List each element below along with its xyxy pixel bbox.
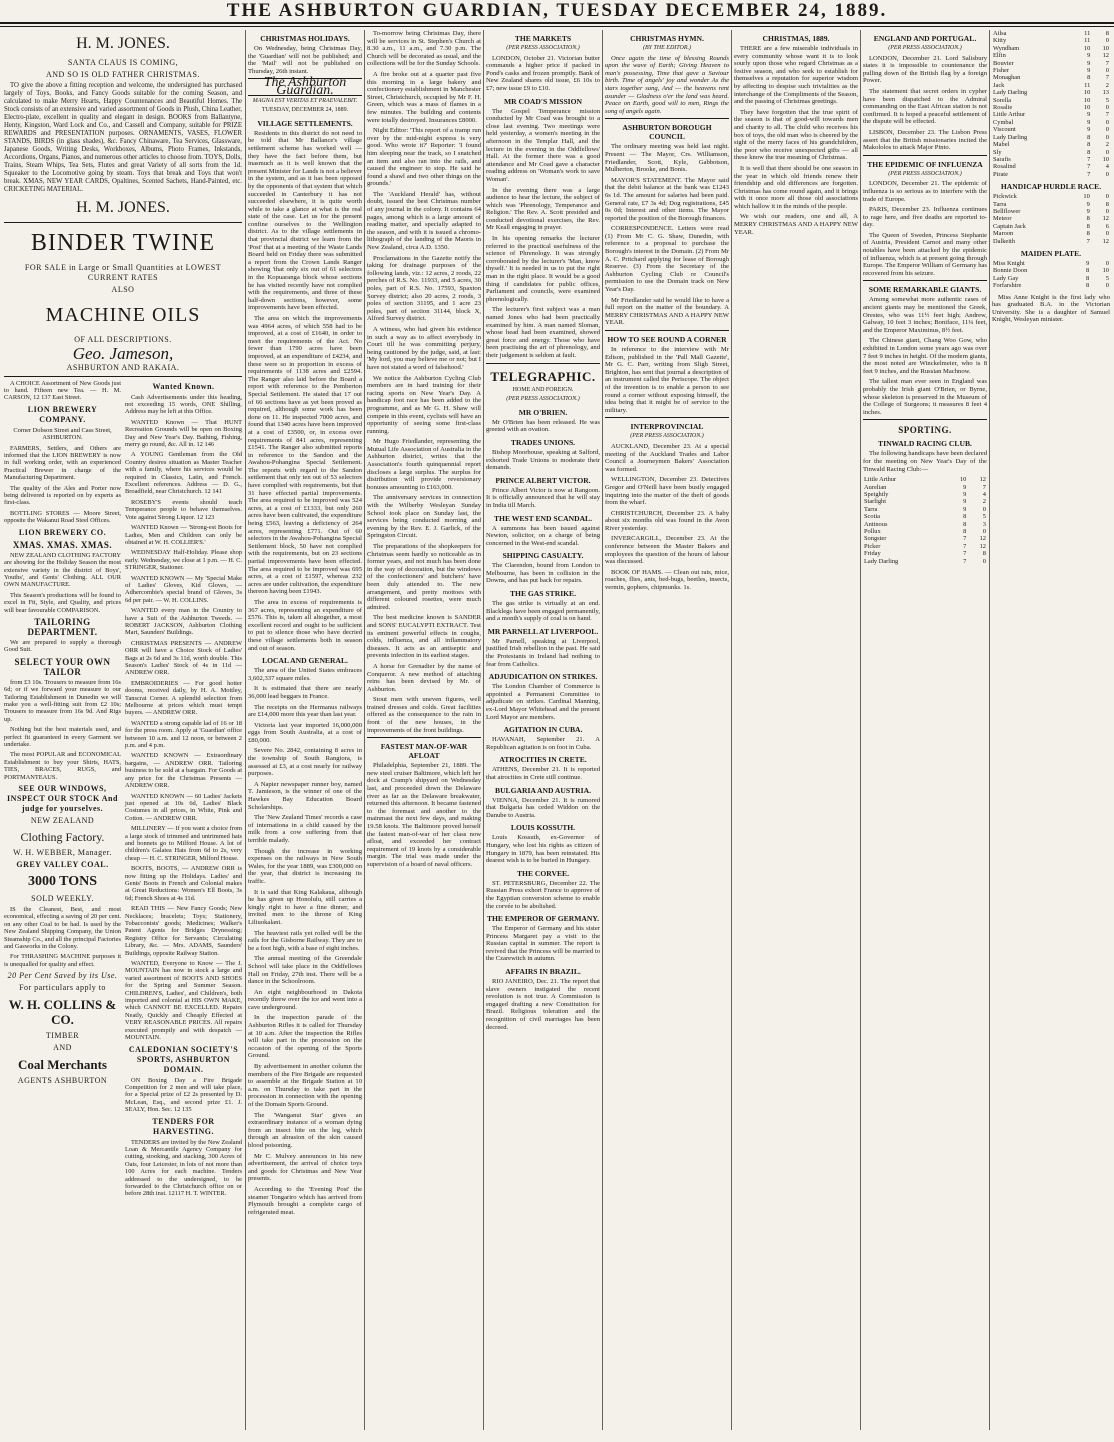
advert-line: For particulars apply to: [19, 983, 106, 993]
interprovincial-item: CHRISTCHURCH, December 23. A baby about six months old was found in the Avon River yesterday.: [605, 509, 729, 532]
wanted-advert: WANTED Known — 'Strong-est Boots for Ladies, Men and Children can only be obtained at W. H. COLLIER'S.': [125, 524, 242, 546]
telegram-body: ST. PETERSBURG, December 22. The Russian Press exhort France to approve of the Egyptian conversion scheme to enable the corvée to be abolished.: [486, 879, 600, 910]
news-item: A horse for Grenadier by the name of Conqueror. A new method of attaching reins has been devised by Mr. of Ashburton.: [367, 662, 481, 693]
local-item: The heaviest rails yet rolled will be the rails for the Gisborne Railway. They are to be a foot high, with a base of eight inches.: [248, 929, 362, 952]
advert: Corner Dobson Street and Cass Street, ASHBURTON.: [13, 426, 112, 442]
wanted-advert: WANTED KNOWN — My 'Special Make of Ladies' Gloves, Kid Gloves, — Adhercombie's special brand of Gloves, 3s 6d per pair. — W. H. COLLINS.: [125, 574, 242, 604]
interprovincial-item: AUCKLAND, December 23. At a special meeting of the Auckland Trades and Labor Council a Journeymen Bakers' Association was formed.: [605, 442, 729, 473]
news-column: [367, 30, 481, 1430]
wanted-advert: TENDERS are invited by the New Zealand Loan & Mercantile Agency Company for cutting, stooking, and stacking, 300 Acres of Oats, four Leicester, in lots of not more than 100 Acres for each machine. Tenders addressed to the undersigned, to be forwarded to the Christchurch office on or before 28th inst. 12117 H. T. WINTER.: [125, 1138, 242, 1198]
advert-heading: Coal Merchants: [18, 1057, 107, 1073]
sporting-column: [992, 30, 1110, 1430]
binder-twine-body: FOR SALE in Large or Small Quantities at LOWEST CURRENT RATES: [24, 263, 222, 282]
telegraphic-column: [486, 30, 600, 1430]
advert-heading: LION BREWERY CO.: [18, 527, 107, 537]
hurdle-table: [992, 193, 1110, 245]
holidays-heading: CHRISTMAS HOLIDAYS.: [260, 34, 350, 43]
telegram-heading: ADJUDICATION ON STRIKES.: [488, 672, 598, 682]
influenza-item: The Queen of Sweden, Princess Stephanie of Austria, President Carnot and many other notables have been attacked by the epidemic of influenza, which is at present going through Europe. The Emperor William of Germany has recovered from his seizure.: [863, 231, 987, 277]
wanted-advert: WEDNESDAY Half-Holiday. Please shop early. Wednesday, we close at 1 p.m. — H. C. STRINGER, Stationer.: [125, 549, 242, 572]
sporting-heading: SPORTING.: [898, 425, 952, 436]
table-row: Meteor 8 12: [993, 215, 1109, 223]
telegram-body: The London Chamber of Commerce is appointed a Permanent Committee to adjudicate on strikes. Cardinal Manning, ex-Lord Mayor Whitehead and the present Lord Mayor are members.: [486, 683, 600, 721]
editorial-column: [248, 30, 362, 1430]
wanted-advert: ON Boxing Day a Fire Brigade Competition for 2 men and will take place, for a Special prize of £2 2s presented by D. McLean, Esq., and second prize £1. J. SEALY, Hon. Sec. 12 135: [125, 1076, 242, 1114]
telegram-body: The Emperor of Germany and his sister Princess Margaret pay a visit to the Russian capital in summer. The report is revived that the Princess will be married to the Czarewitch in autumn.: [486, 925, 600, 963]
telegraphic-subheading: HOME AND FOREIGN.: [512, 386, 574, 393]
telegram-body: Louis Kossuth, ex-Governor of Hungary, who lost his rights as citizen of Hungary in 1879, has been reinstated. His dearest wish is to be buried in Hungary.: [486, 834, 600, 865]
paper-date: TUESDAY, DECEMBER 24, 1889.: [261, 107, 349, 114]
telegram-heading: THE EMPEROR OF GERMANY.: [486, 914, 600, 924]
advert: IS the Cleanest, Best, and most economical, effecting a saving of 20 per cent. on any other Coal to be had. Is used by the New Zealand Shipping Company, the Union Steamship Co., and all the principal Factories and Gasworks in the Colony.: [4, 906, 121, 951]
advert-signature: W. H. WEBBER, Manager.: [13, 848, 112, 858]
council-paragraph: MAYOR'S STATEMENT. The Mayor said that the debit balance at the bank was £1243 6s 1d. The amount for salaries had been paid. General rate, £7 3s 4d; Dog registrations, £45 0s 0d; Interest and other items. The Mayor reported the position of the Borough finances.: [605, 176, 729, 222]
footnote: Miss Anne Knight is the first lady who has graduated B.A. in the Victorian University. She is a daughter of Samuel Knight, Wesleyan minister.: [992, 293, 1110, 324]
wanted-advert: WANTED Known — That HUNT Recreation Grounds will be open on Boxing Day and New Year's Day. Bathing, Fishing, merry go round, &c. All in. 12 146: [125, 418, 242, 449]
jameson-place: ASHBURTON AND RAKAIA.: [66, 362, 180, 372]
table-row: Dalkeith 7 12: [993, 237, 1109, 245]
table-row: Lady Gay 8 5: [993, 274, 1109, 282]
table-row: Sarafis 7 10: [993, 155, 1109, 163]
christmas-paragraph: They have forgotten that the true spirit of the season is that of good-will towards men and charity to all. The child who receives his box of toys, the old man who is cheered by the sight of the merry faces of his grandchildren, the poor who receive unexpected gifts — all these know the true meaning of Christmas.: [734, 108, 858, 162]
advert-line: AND: [53, 1043, 72, 1053]
advert-heading: TAILORING DEPARTMENT.: [27, 616, 98, 637]
wanted-advert: CHRISTMAS PRESENTS — ANDREW ORR will have a Choice Stock of Ladies' Bags at 2s 6d and 3s 11d, worth double. This Season's Ladies' Stock of 4s in 11d — ANDREW ORR.: [125, 639, 242, 677]
telegram-heading: ATROCITIES IN CRETE.: [499, 755, 587, 765]
giants-paragraph: Among somewhat more authentic cases of ancient giants may be mentioned the Greek, Orestes, who was 11½ feet high; Andrew, Galway, 10 feet 3 inches; Boniface, 11¼ feet, and the Emperor Maximinus, 8½ feet.: [863, 296, 987, 334]
table-row: Starlight 9 2: [864, 498, 986, 506]
village-paragraph: The area in excess of requirements is 367 acres, representing an expenditure of £576. This is, taken all altogether, a most excellent record and ought to be sufficient to put to silence those who have decried these village settlements both in season and out of season.: [248, 598, 362, 652]
village-paragraph: Residents in this district do not need to be told that Mr Ballance's village settlement scheme has worked well — they have the fact before them, but inasmuch as it is well known that the present Minister for Lands is not a believer in the system, and as it has been opposed by the opponents of that system that which succeeded in Canterbury it has not succeeded elsewhere, it is quite worth while to take a glance at what is the real state of the case. Let us for the present confine ourselves to the Wellington district. As to the village settlements in that provincial district we learn from the 'Post' that at a meeting of the Waste Lands Board held on Friday there was submitted a report from the Crown Lands Ranger showing 'that only six out of 61 selectors in the Kopuaranga block whose sections he has visited recently have not complied with the requirements, and three of these half-down sections, however, some improvements have been effected.: [248, 129, 362, 312]
advert-heading: CALEDONIAN SOCIETY'S SPORTS, ASHBURTON DOMAIN.: [128, 1044, 239, 1074]
telegram-heading: PRINCE ALBERT VICTOR.: [495, 475, 591, 485]
maiden-table: [992, 260, 1110, 290]
telegram-heading: SHIPPING CASUALTY.: [502, 551, 584, 561]
news-item: Mr Hugo Friedlander, representing the Mutual Life Association of Australia in the Ashburton district, writes that the Association's fourth quinquennial report discloses a large surplus. The surplus for distribution will provide reversionary bonuses amounting to £163,000.: [367, 438, 481, 491]
telegram-heading: BULGARIA AND AUSTRIA.: [495, 785, 591, 795]
table-row: Bellflower 9 0: [993, 207, 1109, 215]
england-portugal-item: LONDON, December 21. Lord Salisbury states it is impossible to countenance the pulling down of the British flag by a foreign Power.: [863, 54, 987, 85]
local-item: By advertisement in another column the members of the Fire Brigade are requested to assemble at the Brigade Station at 10 a.m. on Thursday to take part in the procession in connection with the opening of the Domain Sports Ground.: [248, 1063, 362, 1108]
wanted-advert: EMBROIDERIES — For good hotter dooms, received daily, by H. A. Mottley, Tanscrat Corner. A splendid selection from Melbourne at prices which must tempt buyers. — ANDREW ORR.: [125, 679, 242, 717]
table-row: Pirate 7 0: [993, 170, 1109, 178]
telegram-heading: TRADES UNIONS.: [510, 437, 576, 447]
telegram-body: Mr Parnell, speaking at Liverpool, justified Irish rebellion in the past. He said the Protestants in Ireland had nothing to fear from Catholics.: [486, 637, 600, 668]
local-item: Though the increase in working expenses on the railways in New South Wales, for the year 1889, was £300,000 on the year, that district is increasing its traffic.: [248, 847, 362, 885]
advert: We are prepared to supply a thorough Good Suit.: [4, 638, 121, 654]
table-row: Captain Jack 8 6: [993, 222, 1109, 230]
coad-paragraph: In the evening there was a large audience to hear the lecture, the subject of which was 'Phrenology, Temperance and Religion.' The Rev. A. Scott presided and conducted devotional exercises, the Rev. Mr Keall engaging in prayer.: [486, 186, 600, 232]
machine-oils-title: MACHINE OILS: [45, 304, 201, 326]
table-row: Friday 7 8: [864, 550, 986, 558]
christmas-hymn-text: Once again the time of blessing Rounds upon the wave of Earth; Giving Heaven to man's possessing, Time that gave a Saviour birth. Time of angels' joy and wonder As the stars together sang, And — the heavens rent asunder — Gladness o'er the land was heard. Peace on Earth, good will to men, Rings the song of angels again.: [605, 54, 729, 115]
column-rule: [245, 30, 246, 1430]
corner-heading: HOW TO SEE ROUND A CORNER: [607, 335, 727, 344]
telegram-heading: MR PARNELL AT LIVERPOOL.: [487, 626, 599, 636]
wanted-known-adverts: [125, 380, 242, 1201]
machine-oils-body: OF ALL DESCRIPTIONS.: [74, 335, 172, 344]
wanted-advert: WANTED, Everyone to Know — The J. MOUNTAIN has now in stock a large and varied assortment of BOOTS AND SHOES for the Spring and Summer Season. CHILDREN'S, Ladies', and Children's, both imported and colonial at HIS OWN MAKE, which CANNOT BE EXCELLED. Repairs Neatly, Quickly and Cheaply Effected at VERY REASONABLE PRICES. All repairs executed promptly and with despatch — MOUNTAIN.: [125, 960, 242, 1042]
maiden-plate-heading: MAIDEN PLATE.: [1020, 248, 1082, 258]
table-row: Picker 7 12: [864, 542, 986, 550]
england-portugal-item: The statement that secret orders in cypher have been dispatched to the Admiral commanding on the East African station is not confirmed. It is hoped a peaceful settlement of the dispute will be effected.: [863, 87, 987, 126]
england-portugal-source: (PER PRESS ASSOCIATION.): [888, 45, 962, 51]
christmas-paragraph: We wish our readers, one and all, A MERRY CHRISTMAS AND A HAPPY NEW YEAR.: [734, 213, 858, 236]
table-row: Kitty 11 0: [993, 37, 1109, 45]
telegram-body: HAVANAH, September 21. A Republican agitation is on foot in Cuba.: [486, 736, 600, 751]
markets-heading: THE MARKETS: [514, 34, 572, 43]
table-row: Speightly 9 4: [864, 490, 986, 498]
interprovincial-item: WELLINGTON, December 23. Detectives Gregor and O'Neill have been busily engaged inquiring into the matter of the theft of goods from the wharf.: [605, 476, 729, 507]
table-row: Aurelian 9 7: [864, 483, 986, 491]
advert-heading: SOLD WEEKLY.: [31, 894, 94, 904]
council-paragraph: The ordinary meeting was held last night. Present — The Mayor, Crs. Williamson, Friedlander, Scott, Kyle, Gabbotson, Mulherton, Brooke, and Bonis.: [605, 143, 729, 174]
influenza-item: LONDON, December 21. The epidemic of influenza is so serious as to interfere with the trade of Europe.: [863, 180, 987, 203]
table-row: Pollux 8 0: [864, 527, 986, 535]
telegram-body: The gas strike is virtually at an end. Blacklegs have been engaged permanently, and a month's supply of coal is on hand.: [486, 600, 600, 623]
news-item: The 'Auckland Herald' has, without doubt, issued the best Christmas number of any journal in the colony. It contains 64 pages, among which is a large amount of reading matter, and specially adapted to the season, and with it is issued a chromo-lithograph of the landing of the Maoris in New Zealand, circa A.D. 1350.: [367, 190, 481, 252]
table-row: Sorella 10 5: [993, 96, 1109, 104]
advert-columns: [4, 380, 242, 1201]
fastest-warship-heading: FASTEST MAN-OF-WAR AFLOAT: [380, 742, 468, 761]
council-column: [605, 30, 729, 1430]
column-rule: [989, 30, 990, 1430]
handicap-table: [863, 476, 987, 565]
table-row: Lady Darling 8 0: [993, 133, 1109, 141]
telegram-heading: LOUIS KOSSUTH.: [510, 823, 576, 833]
table-row: Forfarshire 8 0: [993, 282, 1109, 290]
telegram-heading: AGITATION IN CUBA.: [503, 725, 583, 735]
handicap-table: [992, 30, 1110, 178]
wanted-advert: WANTED KNOWN — Extraordinary bargains, — ANDREW ORR. Tailoring business to be sold at a bargain. For Goods at any price for the Christmas Presents — ANDREW ORR.: [125, 752, 242, 790]
table-row: Scotia 8 5: [864, 513, 986, 521]
fastest-warship-body: Philadelphia, September 21, 1889. The new steel cruiser Baltimore, which left her dock at Cramp's shipyard on Wednesday last, and proceeded down the Delaware river as far as the Delaware breakwater, returned this afternoon. It became fastened to the foremast and another to the mainmast the next few days, and making 19.58 knots. The Baltimore proved herself the fastest man-of-war of her class now afloat, and exceeded her contract requirement of 19 knots by a considerable margin. The trial was made under the supervision of a board of naval officers.: [367, 762, 481, 868]
jones-tagline: AND SO IS OLD FATHER CHRISTMAS.: [45, 70, 201, 79]
wanted-advert: BOOTS, BOOTS, — ANDREW ORR is now fitting up the Holidays. Ladies' and Gents' Boots in French and Colonial makes at Great Reductions: Women's Ell Boots, 3s 6d; French Shoes at 4s 11d.: [125, 865, 242, 902]
markets-source: (PER PRESS ASSOCIATION.): [506, 45, 580, 51]
giants-paragraph: The Chinese giant, Chang Woo Gow, who exhibited in London some years ago was over 7 feet 9 inches in height. Of the modern giants, the most noted are Winckelmeier, who is 8 feet 9 inches, and the Russian Machnow.: [863, 337, 987, 375]
racing-club-heading: TINWALD RACING CLUB.: [878, 439, 972, 449]
giants-heading: SOME REMARKABLE GIANTS.: [868, 285, 982, 295]
table-row: Little Arthur 9 7: [993, 111, 1109, 119]
interprovincial-item: INVERCARGILL, December 23. At the conference between the Master Bakers and employees the question of the hours of labour was discussed.: [605, 535, 729, 566]
advert-heading: LION BREWERY COMPANY.: [27, 404, 98, 424]
paper-motto: MAGNA EST VERITAS ET PRAEVALEBIT.: [252, 97, 358, 104]
cables-column: [863, 30, 987, 1430]
news-item: A witness, who had given his evidence in such a way as to affect everybody in Court till he was committing perjury, being cautioned by the judge, said, at last: 'My lord, you may believe me or not; but I have not stated a word of falsehood.': [367, 325, 481, 371]
wanted-advert: WANTED KNOWN — 60 Ladies' Jackets just opened at 10s 6d, Ladies' Black Costumes in all prices, in White, Pink and Cotton. — ANDREW ORR.: [125, 792, 242, 822]
wanted-advert: WANTED a strong capable lad of 16 or 18 for the press room. Apply at 'Guardian' office between 10 a.m. and 12 noon, or between 2 p.m. and 4 p.m.: [125, 719, 242, 750]
column-rule: [860, 30, 861, 1430]
table-row: Bonnie Doon 8 10: [993, 267, 1109, 275]
table-row: Miss Knight 9 0: [993, 259, 1109, 267]
local-item: The annual meeting of the Greendale School will take place in the Oddfellows Hall on Friday, 27th inst. There will be a dance in the Schoolroom.: [248, 955, 362, 986]
advert: For THRASHING MACHINE purposes it is unequalled for quality and effect.: [4, 953, 121, 968]
local-item: An eight neighbourhood in Dakota recently threw over the ice and went into a cave underground.: [248, 988, 362, 1011]
advert-heading: 3000 TONS: [27, 874, 98, 890]
local-item: According to the 'Evening Post' the steamer Tongariro which has arrived from Plymouth brought a complete cargo of refrigerated meat.: [248, 1185, 362, 1216]
advert-line: AGENTS ASHBURTON: [17, 1076, 108, 1086]
wanted-advert: ROSEBY'S events should teach Temperance people to behave themselves. Vote against Strong Liquor. 12 123: [125, 498, 242, 521]
advert: The quality of the Ales and Porter now being delivered is reported on by experts as first-class.: [4, 484, 121, 507]
table-row: Songster 7 12: [864, 535, 986, 543]
influenza-heading: THE EPIDEMIC OF INFLUENZA: [867, 159, 983, 169]
table-row: Bouvier 9 7: [993, 59, 1109, 67]
telegram-heading: AFFAIRS IN BRAZIL.: [505, 967, 581, 977]
table-row: Rosalind 7 4: [993, 163, 1109, 171]
telegram-heading: THE CORVEE.: [516, 868, 570, 878]
christmas-paragraph: It is well that there should be one season in the year in which old friends renew their friendship and old differences are forgotten. Christmas has come round again, and it brings with it once more all those old associations which hallow it in the minds of the people.: [734, 164, 858, 210]
advert: A CHOICE Assortment of New Goods just to hand. Fifteen new Tea. — H. M. CARSON, 12 137 East Street.: [4, 379, 121, 402]
council-paragraph: CORRESPONDENCE. Letters were read (1) From Mr C. G. Shaw, Dunedin, with reference to a proposal to purchase the Borough's interest in the Domain. (2) From Mr A. C. Pritchard applying for lease of Borough Reserve. (3) From the Secretary of the Ashburton Cycling Club re Council's permission to use the Domain track on New Year's Day.: [605, 225, 729, 294]
advert: The most POPULAR and ECONOMICAL Establishment to buy your Shirts, HATS, TIES, BRACES, RUGS, and PORTMANTEAUS.: [4, 751, 121, 781]
table-row: Elfin 9 12: [993, 52, 1109, 60]
news-item: The best medicine known is SANDER and SONS' EUCALYPTI EXTRACT. Test its eminent powerful effects in coughs, colds, influenza, and all inflammatory diseases. It acts as an antiseptic and prevents infection in its earliest stages.: [367, 614, 481, 660]
telegram-body: The Clarendon, bound from London to Melbourne, has been in collision in the Downs, and has put back for repairs.: [486, 562, 600, 585]
column-rule: [364, 30, 365, 1430]
coad-mission-heading: MR COAD'S MISSION: [503, 96, 583, 106]
council-paragraph: Mr Friedlander said he would like to have a full report on the matter of the boundary. A MERRY CHRISTMAS AND A HAPPY NEW YEAR.: [605, 296, 729, 327]
telegram-body: ATHENS, December 21. It is reported that atrocities in Crete still continue.: [486, 766, 600, 781]
news-item: Stout men with uneven figures, well trained dresses and colds. Great facilities offered as the consequence to the rain in front of the new houses, in the improvements of the front buildings.: [367, 696, 481, 734]
advert-heading: W. H. COLLINS & CO.: [8, 997, 117, 1028]
telegram-body: VIENNA, December 21. It is rumored that Bulgaria has ceded Widdon on the Danube to Austria.: [486, 796, 600, 819]
telegram-body: Mr O'Brien has been released. He was greeted with an ovation.: [486, 418, 600, 434]
jones-signature: H. M. JONES.: [76, 199, 170, 216]
table-row: Fisher 9 0: [993, 67, 1109, 75]
news-item: A fire broke out at a quarter past five this morning in a large bakery and confectionery establishment in Manchester Street, Christchurch, occupied by Mr F. H. Green, which was a mass of flames in a few minutes. The building and contents were totally destroyed. Insurances £8000.: [367, 70, 481, 124]
telegram-body: RIO JANEIRO, Dec. 21. The report that slave owners instigated the recent revolution is not true. A Commission is engaged drafting a new Constitution for Brazil. Religious toleration and the recognition of civil marriages has been decreed.: [486, 978, 600, 1031]
christmas-editorial-heading: CHRISTMAS, 1889.: [762, 34, 830, 43]
table-row: Rosalie 10 0: [993, 104, 1109, 112]
local-item: In the inspection parade of the Ashburton Rifles it is called for Thursday at 10 a.m. After the inspection the Rifles will take part in the procession on the occasion of the opening of the Sports Ground.: [248, 1014, 362, 1060]
england-portugal-item: LISBON, December 23. The Lisbon Press assert that the British missionaries incited the Makololos to attack Major Pinto.: [863, 128, 987, 152]
jones-name: H. M. JONES.: [76, 35, 170, 52]
news-item: The anniversary services in connection with the Wilberby Wesleyan Sunday School took place on Sunday last, the services being conducted morning and evening by the Rev. E. J. Garlick, of the Springston Circuit.: [367, 494, 481, 540]
influenza-item: PARIS, December 23. Influenza continues to rage here, and five deaths are reported to-day.: [863, 206, 987, 229]
table-row: Little Arthur 10 12: [864, 476, 986, 484]
table-row: Cymbal 9 0: [993, 118, 1109, 126]
christmas-hymn-heading: CHRISTMAS HYMN.: [630, 34, 704, 43]
local-item: The receipts on the Hermanus railways are £14,000 more this year than last year.: [248, 703, 362, 719]
england-portugal-heading: ENGLAND AND PORTUGAL.: [873, 34, 977, 43]
news-item: We notice the Ashburton Cycling Club members are in hard training for their racing sports on New Year's Day. A handicap foot race has been added to the programme, and as Mr G. H. Shaw will compete in this event, cyclists will have an opportunity of seeing some first-class running.: [367, 374, 481, 435]
telegram-body: A summons has been issued against Newton, solicitor, on a charge of being concerned in the West-end scandal.: [486, 524, 600, 547]
jameson-name: Geo. Jameson,: [72, 344, 174, 363]
telegraphic-source: (PER PRESS ASSOCIATION.): [506, 396, 580, 403]
news-item: Proclamations in the Gazette notify the taking for drainage purposes of the following lands, viz.: 12 acres, 2 roods, 22 perches of R.S. No. 11933, and 5 acres, 30 poles, part of R.S. No. 17593, Spaxton Survey district; also 20 acres, 2 roods, 3 poles of section 31195, and 1 acre 23 poles, part of section 31144, block X, Alford Survey district.: [367, 254, 481, 323]
telegram-body: Bishop Moorhouse, speaking at Salford, exhorted Trade Unions to moderate their demands.: [486, 448, 600, 472]
advert-heading: NEW ZEALAND: [30, 816, 95, 826]
interprovincial-item: BOOK OF HAMS. — Clean out rats, mice, roaches, flies, ants, bed-bugs, beetles, insects, vermin, gophers, chipmunks. 1s.: [605, 568, 729, 592]
advert-line: TIMBER: [45, 1031, 80, 1041]
local-item: It is said that King Kalakaua, although he has given up Honolulu, still carries a kingly right to have a fine dinner, and invited men to the throne of King Liliuokalani.: [248, 888, 362, 926]
interprovincial-heading: INTERPROVINCIAL: [630, 422, 704, 432]
advert: FARMERS, Settlers, and Others are informed that the LION BREWERY is now in full working order, with an experienced Practical Brewer in charge of the Manufacturing Department.: [4, 444, 121, 482]
table-row: Jack 11 2: [993, 81, 1109, 89]
local-item: The area of the United States embraces 3,602,337 square miles.: [248, 667, 362, 682]
advert: from £3 10s. Trousers to measure from 16s 6d; or if we forward your measure to our Tailoring Establishment in Dunedin we will make you a well-fitting suit from £2 10s; Trousers to measure from 16s 9d. And Rigs up.: [4, 678, 121, 723]
table-row: Tarra 9 8: [993, 200, 1109, 208]
wanted-known-heading: Wanted Known.: [152, 381, 215, 391]
table-row: Monaghan 8 7: [993, 74, 1109, 82]
corner-body: In reference to the interview with Mr Edison, published in the 'Pall Mall Gazette', Mr G. C. Parr, writing from Sligh Street, Brighton, has sent that journal a description of an instrument called the Periscope. The object of the invention is to enable a person to see round a corner without exposing himself, the idea being that it might be of service to the military.: [605, 346, 729, 414]
village-heading: VILLAGE SETTLEMENTS.: [257, 118, 353, 128]
column-rule: [483, 30, 484, 1430]
advert-heading: TENDERS FOR HARVESTING.: [152, 1116, 215, 1136]
giants-paragraph: The tallest man ever seen in England was probably the Irish giant O'Brien, or Byrne, whose skeleton is preserved in the Museum of the College of Surgeons; it measures 8 feet 4 inches.: [863, 378, 987, 416]
table-row: Maroon 8 0: [993, 230, 1109, 238]
table-row: Wyndham 10 10: [993, 44, 1109, 52]
advert-heading: GREY VALLEY COAL.: [16, 860, 109, 870]
wanted-advert: Cash Advertisements under this heading, not exceeding 15 words, ONE Shilling. Address may be left at this Office.: [125, 393, 242, 416]
local-item: It is estimated that there are nearly 36,000 lead beggars in France.: [248, 685, 362, 700]
table-row: Ailsa 11 8: [993, 30, 1109, 37]
christmas-editorial-column: [734, 30, 858, 1430]
table-row: Tarra 9 0: [864, 505, 986, 513]
advert-line: 20 Per Cent Saved by its Use.: [7, 971, 118, 981]
masthead: THE ASHBURTON GUARDIAN, TUESDAY DECEMBER 24, 1889.: [0, 0, 1114, 24]
advert: NEW ZEALAND CLOTHING FACTORY are showing for the Holiday Season the most extensive variety in the district of Boys', Youths', and Gents' Clothing. ALL OUR OWN MANUFACTURE.: [4, 551, 121, 589]
hurdle-heading: HANDICAP HURDLE RACE.: [1000, 182, 1102, 192]
local-item: Mr C. Mulvey announces in his new advertisement, the arrival of choice toys and goods for Christmas and New Year presents.: [248, 1152, 362, 1183]
coad-paragraph: In his opening remarks the lecturer referred to the practical usefulness of the science of Phrenology. It was strongly corroborated by the lecturer's 'Man, know thyself.' It is needed in us to put the right man in the right place. It would be a good thing if candidates for public offices, Parliament and councils, were examined phrenologically.: [486, 235, 600, 303]
jones-tagline: SANTA CLAUS IS COMING,: [67, 58, 179, 67]
wanted-advert: A YOUNG Gentleman from the Old Country desires situation as Master Teacher with a family, where his services would be required in Classics, Latin, and French. Excellent references. Address — D. G., Broadfield, near Christchurch. 12 141: [125, 451, 242, 496]
racing-intro: The following handicaps have been declared for the meeting on New Year's Day of the Tinwald Racing Club:—: [863, 450, 987, 473]
christmas-hymn-author: (BY THE EDITOR.): [642, 45, 692, 51]
coad-paragraph: The Gospel Temperance mission conducted by Mr Coad was brought to a close last evening. Two meetings were held yesterday, a women's meeting in the afternoon in the Templar Hall, and the lecture in the evening in the Oddfellows' Hall. At the former there was a good attendance and Mr Coad gave a character reading address on 'Woman's work to save Woman'.: [486, 107, 600, 183]
local-item: A Napier newspaper runner boy, named T. Jamieson, is the winner of one of the Hawkes Bay Education Board Scholarships.: [248, 780, 362, 811]
news-item: Night Editor: 'This report of a tramp run over by the mid-night express is very good. Who wrote it?' Reporter: 'I found him sleeping near the track, so I snatched an item and also ran into the rails, and caused the engineer to stop. He said he found a shawl and two other things on the grounds.': [367, 127, 481, 188]
wanted-advert: READ THIS — New Fancy Goods; New Necklaces; bracelets; Toys; Stationery, Tobacconists' goods; Medicines; Walker's Patent Agents for Bridges Drynessing; Registry Office for Servants; Circulating Library, &c. — Mrs. ADAMS, Saunders' Buildings, opposite Railway Station.: [125, 905, 242, 957]
advert-heading: SELECT YOUR OWN TAILOR: [14, 656, 111, 677]
advert-heading: XMAS. XMAS. XMAS.: [12, 539, 113, 550]
advert: BOTTLING STORES — Moore Street, opposite the Wakanui Road Steel Offices.: [4, 509, 121, 525]
interprovincial-source: (PER PRESS ASSOCIATION.): [630, 433, 704, 440]
village-paragraph: The area on which the improvements was 4964 acres, of which 558 had to be improved, at a cost of £1640, in order to meet the requirements of the Act. No fewer than 1790 acres have been improved, at an expenditure of £4234, and these were so in proportion in excess of requirements of 1138 acres and £2594. The Ranger also laid before the Board a report with reference to the Pemberton Special Settlement. He stated that 17 out of 66 sections have as yet been proved as required, although some work has been done on 11. He inspected 7000 acres, and found that 1340 acres have been improved at a cost of £3500, or, in excess over requirements of 841 acres, representing £1541. The Ranger also submitted reports in reference to the Sandon and the Awahou-Pohangina Special Settlement. The reports with regard to the Sandon settlement that only ten out of 53 selectors have complied with requirements, but that 31 have effected partial improvements. The area required to be improved was 524 acres, at a cost of £1333, but only 260 acres have been cultivated, the expenditure being £563, leaving a deficiency of 264 acres, representing £771. Out of 60 selectors in the Awahou-Pohangina Special Settlement block, 50 have not complied with the requirements, but on 23 sections partial improvements have been effected. The area required to be improved was 695 acres, at a cost of £1597, whereas 232 acres are under cultivation, the expenditure thereon having been £1943.: [248, 315, 362, 596]
advert: This Season's productions will be found to excel in Fit, Style, and Quality, and prices will bear favourable COMPARISON.: [4, 591, 121, 614]
advert-heading: Clothing Factory.: [20, 830, 105, 845]
coad-paragraph: The lecturer's first subject was a man named Jones who had been practically examined by him. A man named Sloman, whose head had been examined, showed great force and energy. Those who have been practising the art of phrenology, and their judgement is seldom at fault.: [486, 306, 600, 359]
telegram-body: Prince Albert Victor is now at Rangoon. It is officially announced that he will stay in India till March.: [486, 486, 600, 509]
paper-title: The Ashburton Guardian.: [248, 78, 362, 95]
advert: Nothing but the best materials used, and perfect fit guaranteed in every Garment we undertake.: [4, 726, 121, 748]
telegram-heading: THE GAS STRIKE.: [509, 589, 577, 599]
table-row: Lady Darling 10 13: [993, 89, 1109, 97]
telegram-heading: MR O'BRIEN.: [518, 407, 568, 417]
news-item: The preparations of the shopkeepers for Christmas seem hardly so noticeable as in former years, and not much has been done in the way of decoration, but the windows of the confectioners' and butchers' have been duly attended to. The new arrangement, and pretty mottoes with different coloured rosettes, were much admired.: [367, 543, 481, 611]
column-rule: [602, 30, 603, 1430]
wanted-advert: WANTED every man in the Country to have a Suit of the Ashburton Tweeds. — ROBERT JACKSON, Ashburton Clothing Mart, Saunders' Buildings.: [125, 607, 242, 637]
wanted-advert: MILLINERY — If you want a choice from a large stock of trimmed and untrimmed hats and bonnets go to Milford House. A lot of children's Galatea Hats from 6d to 2s, very cheap — H. C. STRINGER, Milford House.: [125, 825, 242, 862]
binder-twine-title: BINDER TWINE: [30, 230, 216, 256]
holidays-notice: On Wednesday, being Christmas Day, the 'Guardian' will not be published; and the 'Mail' will not be published on Thursday, 26th instant.: [248, 45, 362, 75]
local-item: The 'New Zealand Times' records a case of internationa in a child caused by the milk from a cow suffering from that terrible malady.: [248, 814, 362, 844]
masthead-rule: [0, 26, 1114, 27]
news-item: To-morrow being Christmas Day, there will be services in St. Stephen's Church at 8.30 a.m., 11 a.m., and 7.30 p.m. The Church will be decorated as usual, and the collections will be for the Sunday Schools.: [367, 30, 481, 68]
local-item: Severe No. 2842, containing 8 acres in the township of South Rangiora, is assessed at £3, at a cost nearly for railway purposes.: [248, 747, 362, 778]
column-rule: [731, 30, 732, 1430]
local-general-heading: LOCAL AND GENERAL.: [262, 656, 348, 666]
table-row: Mabel 8 2: [993, 141, 1109, 149]
left-adverts: [4, 380, 121, 1201]
also-label: ALSO: [111, 285, 135, 294]
table-row: Pickwick 10 0: [993, 193, 1109, 201]
advertisements-column: [4, 30, 242, 1430]
local-item: The 'Wanganui Star' gives an extraordinary instance of a woman dying from an insect bite on the leg, which through an abrasion of the skin caused blood poisoning.: [248, 1111, 362, 1149]
influenza-source: (PER PRESS ASSOCIATION.): [888, 170, 962, 177]
table-row: Antinous 8 3: [864, 520, 986, 528]
table-row: Lady Darling 7 0: [864, 557, 986, 565]
table-row: Viscount 9 0: [993, 126, 1109, 134]
table-row: Sly 8 0: [993, 148, 1109, 156]
telegram-heading: THE WEST END SCANDAL.: [493, 513, 593, 523]
advert-heading: SEE OUR WINDOWS, INSPECT OUR STOCK And judge for yourselves.: [7, 784, 118, 814]
local-item: Victoria last year imported 16,000,000 eggs from South Australia, at a cost of £80,000.: [248, 721, 362, 744]
telegraphic-heading: TELEGRAPHIC.: [490, 368, 596, 384]
markets-body: LONDON, October 21. Victorian butter commands a higher price if packed in Pond's casks and frozen promptly. Bank of New Zealand shares old issue, £6 10s to £7; new issue £9 to £10.: [486, 54, 600, 92]
borough-council-heading: ASHBURTON BOROUGH COUNCIL: [622, 123, 712, 142]
christmas-paragraph: THERE are a few miserable individuals in every community whose want it is to look sourly upon those who regard Christmas as a festive season, and who seek to establish for themselves a reputation for superior wisdom by affecting to despise such trivialities as the interchange of the Compliments of the Season, and the passing of Christmas greetings.: [734, 45, 858, 106]
jones-advert-body: TO give the above a fitting reception and welcome, the undersigned has purchased largely of Toys, Books, and Fancy Goods suitable for the coming Season, and calculated to make Merry Hearts, Happy Countenances and Beautiful Homes. The Stock consists of an extensive and varied assortment of Goods in Plush, China Leather, Electro-plate, excellent in quality and elegant in design. BOOKS from Ballantyne, Henty, Kingston, Ward Lock and Co., and Cassell and Company, suitable for PRIZE REWARDS and PRESENTATION purposes. ORNAMENTS, VASES, FLOWER STANDS, BIRDS (in glass shades), &c. Fancy Chinaware, Tea Services, Glassware, Japanese Goods, Writing Desks, Workboxes, Albums, Photo Frames, Inkstands, Accordions, Organs, Pianos, and numerous other articles to choose from. TOYS, Dolls, Trains, Steam Whips, Tea Sets, Flutes and great Variety of all sorts from the 1d. Squeaker to the Locomotive going by steam. Toys that break and Toys that won't break. XMAS, NEW YEAR CARDS, Opaltines, Scented Sachets, Hand-Painted, etc. CRICKETING MATERIAL.: [4, 82, 242, 193]
